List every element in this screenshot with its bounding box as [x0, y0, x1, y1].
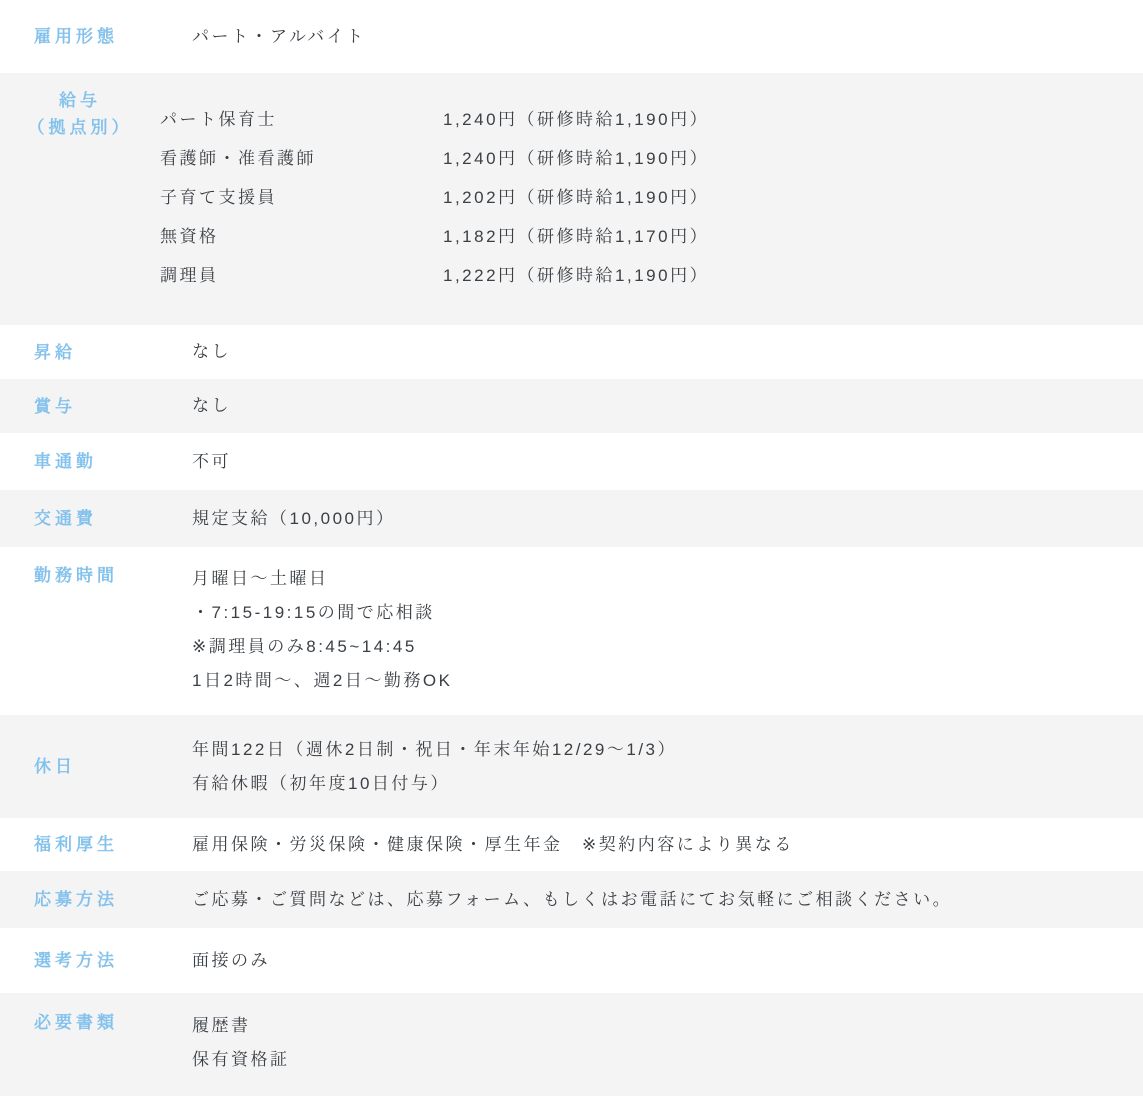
row-bonus	[0, 379, 1143, 433]
salary-table	[160, 73, 1143, 295]
selection-method-label: 選考方法	[34, 951, 118, 970]
working-hours-line: 1日2時間〜、週2日〜勤務OK	[192, 671, 453, 690]
row-raise	[0, 325, 1143, 379]
how-to-apply-value: ご応募・ご質問などは、応募フォーム、もしくはお電話にてお気軽にご相談ください。	[192, 889, 953, 909]
holidays-label: 休日	[34, 757, 76, 776]
salary-wage: 1,222円（研修時給1,190円）	[443, 265, 710, 285]
row-employment-type	[0, 0, 1143, 73]
required-documents-value	[192, 993, 1143, 1077]
working-hours-value	[192, 547, 1143, 698]
benefits-value: 雇用保険・労災保険・健康保険・厚生年金 ※契約内容により異なる	[192, 834, 794, 854]
salary-label-line1: 給与	[59, 91, 101, 110]
working-hours-line: 月曜日〜土曜日	[192, 569, 329, 588]
salary-position: 子育て支援員	[160, 187, 277, 207]
salary-position: 無資格	[160, 226, 219, 246]
salary-row	[160, 178, 1113, 217]
row-working-hours	[0, 547, 1143, 715]
working-hours-line: ※調理員のみ8:45~14:45	[192, 637, 417, 656]
working-hours-label: 勤務時間	[34, 566, 118, 585]
salary-position: パート保育士	[160, 109, 277, 129]
transport-expenses-value: 規定支給（10,000円）	[192, 508, 396, 528]
row-car-commute	[0, 433, 1143, 490]
row-benefits	[0, 818, 1143, 871]
holidays-line: 有給休暇（初年度10日付与）	[192, 773, 450, 793]
employment-type-value: パート・アルバイト	[192, 26, 366, 46]
car-commute-value: 不可	[192, 451, 231, 471]
salary-wage: 1,240円（研修時給1,190円）	[443, 148, 710, 168]
salary-row	[160, 139, 1113, 178]
required-documents-label: 必要書類	[34, 1013, 118, 1032]
transport-expenses-label: 交通費	[34, 509, 97, 528]
holidays-value	[192, 733, 1143, 801]
benefits-label: 福利厚生	[34, 835, 118, 854]
salary-row	[160, 256, 1113, 295]
row-holidays	[0, 715, 1143, 818]
row-how-to-apply	[0, 871, 1143, 928]
how-to-apply-label: 応募方法	[34, 890, 118, 909]
car-commute-label: 車通勤	[34, 452, 97, 471]
row-transport-expenses	[0, 490, 1143, 547]
salary-position: 調理員	[160, 265, 219, 285]
salary-position: 看護師・准看護師	[160, 148, 316, 168]
row-selection-method	[0, 928, 1143, 993]
holidays-line: 年間122日（週休2日制・祝日・年末年始12/29〜1/3）	[192, 739, 677, 759]
working-hours-line: ・7:15-19:15の間で応相談	[192, 603, 435, 622]
row-salary	[0, 73, 1143, 325]
salary-wage: 1,182円（研修時給1,170円）	[443, 226, 710, 246]
salary-label-line2: （拠点別）	[27, 118, 133, 137]
required-documents-line: 履歴書	[192, 1016, 251, 1035]
salary-row	[160, 100, 1113, 139]
salary-wage: 1,202円（研修時給1,190円）	[443, 187, 710, 207]
raise-label: 昇給	[34, 342, 76, 362]
bonus-value: なし	[192, 396, 231, 415]
salary-row	[160, 217, 1113, 256]
raise-value: なし	[192, 342, 231, 361]
bonus-label: 賞与	[34, 396, 76, 416]
selection-method-value: 面接のみ	[192, 950, 270, 970]
salary-wage: 1,240円（研修時給1,190円）	[443, 109, 710, 129]
row-required-documents	[0, 993, 1143, 1096]
required-documents-line: 保有資格証	[192, 1050, 290, 1069]
salary-label	[0, 73, 160, 141]
employment-type-label: 雇用形態	[34, 27, 118, 46]
